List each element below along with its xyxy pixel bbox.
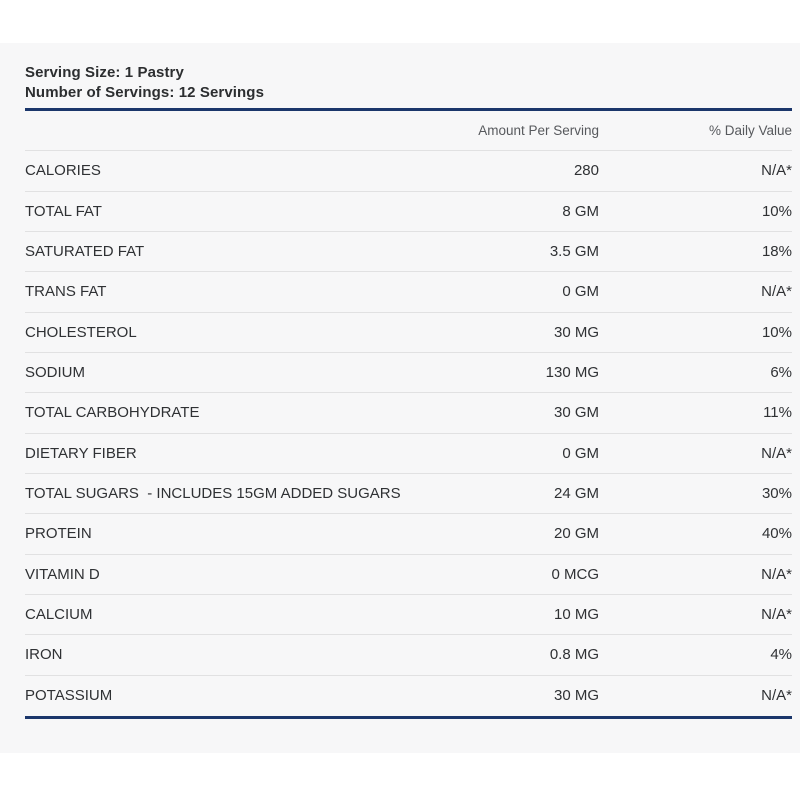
nutrient-label: IRON bbox=[25, 646, 63, 664]
nutrient-label: CALORIES bbox=[25, 162, 101, 180]
table-row-saturated-fat bbox=[25, 232, 792, 272]
nutrient-daily-value: N/A* bbox=[761, 283, 792, 301]
table-row-protein bbox=[25, 514, 792, 554]
number-of-servings-text: Number of Servings: 12 Servings bbox=[25, 84, 265, 101]
nutrient-label: TRANS FAT bbox=[25, 283, 107, 301]
table-row-potassium bbox=[25, 676, 792, 716]
nutrient-label: PROTEIN bbox=[25, 525, 92, 543]
nutrient-amount: 0 GM bbox=[562, 283, 599, 301]
nutrient-daily-value: N/A* bbox=[761, 606, 792, 624]
nutrient-daily-value: N/A* bbox=[761, 444, 792, 462]
table-row-calcium bbox=[25, 595, 792, 635]
nutrient-label: VITAMIN D bbox=[25, 565, 100, 583]
nutrient-label: CHOLESTEROL bbox=[25, 323, 137, 341]
nutrient-daily-value: 30% bbox=[761, 485, 792, 503]
nutrition-facts-panel bbox=[0, 43, 800, 753]
table-row-dietary-fiber bbox=[25, 434, 792, 474]
nutrient-label: TOTAL FAT bbox=[25, 202, 102, 220]
header-amount-per-serving: Amount Per Serving bbox=[478, 123, 599, 139]
nutrient-amount: 20 GM bbox=[553, 525, 599, 543]
table-header-row bbox=[25, 111, 792, 151]
nutrient-amount: 3.5 GM bbox=[549, 243, 599, 261]
table-row-vitamin-d bbox=[25, 555, 792, 595]
nutrient-amount: 0 MCG bbox=[551, 565, 599, 583]
nutrient-amount: 0.8 MG bbox=[549, 646, 599, 664]
nutrient-daily-value: 10% bbox=[761, 323, 792, 341]
nutrient-amount: 30 MG bbox=[553, 687, 599, 705]
nutrient-amount: 10 MG bbox=[553, 606, 599, 624]
nutrient-amount: 8 GM bbox=[562, 202, 599, 220]
nutrient-daily-value: N/A* bbox=[761, 687, 792, 705]
nutrient-daily-value: 40% bbox=[761, 525, 792, 543]
table-row-cholesterol bbox=[25, 313, 792, 353]
nutrient-label: DIETARY FIBER bbox=[25, 444, 137, 462]
nutrient-label: SODIUM bbox=[25, 364, 85, 382]
nutrient-label: CALCIUM bbox=[25, 606, 93, 624]
table-row-total-carbohydrate bbox=[25, 393, 792, 433]
nutrient-amount: 130 MG bbox=[545, 364, 599, 382]
nutrient-amount: 280 bbox=[573, 162, 599, 180]
table-row-total-sugars bbox=[25, 474, 792, 514]
nutrient-daily-value: 6% bbox=[770, 364, 792, 382]
nutrient-daily-value: 4% bbox=[770, 646, 792, 664]
nutrient-daily-value: 11% bbox=[763, 404, 792, 422]
nutrient-daily-value: N/A* bbox=[761, 565, 792, 583]
serving-size-text: Serving Size: 1 Pastry bbox=[25, 64, 184, 81]
nutrient-label: SATURATED FAT bbox=[25, 243, 145, 261]
header-daily-value: % Daily Value bbox=[708, 123, 792, 139]
table-row-iron bbox=[25, 635, 792, 675]
table-row-sodium bbox=[25, 353, 792, 393]
nutrient-amount: 30 MG bbox=[553, 323, 599, 341]
nutrient-daily-value: N/A* bbox=[761, 162, 792, 180]
nutrient-amount: 0 GM bbox=[562, 444, 599, 462]
nutrition-table bbox=[25, 108, 792, 719]
nutrient-daily-value: 18% bbox=[761, 243, 792, 261]
nutrient-daily-value: 10% bbox=[761, 202, 792, 220]
table-row-trans-fat bbox=[25, 272, 792, 312]
nutrient-label: POTASSIUM bbox=[25, 687, 113, 705]
nutrient-amount: 30 GM bbox=[553, 404, 599, 422]
nutrient-label: TOTAL SUGARS - INCLUDES 15GM ADDED SUGARS bbox=[25, 485, 401, 503]
table-row-calories bbox=[25, 151, 792, 191]
serving-info bbox=[25, 63, 792, 103]
nutrient-label: TOTAL CARBOHYDRATE bbox=[25, 404, 200, 422]
nutrient-amount: 24 GM bbox=[553, 485, 599, 503]
table-row-total-fat bbox=[25, 192, 792, 232]
